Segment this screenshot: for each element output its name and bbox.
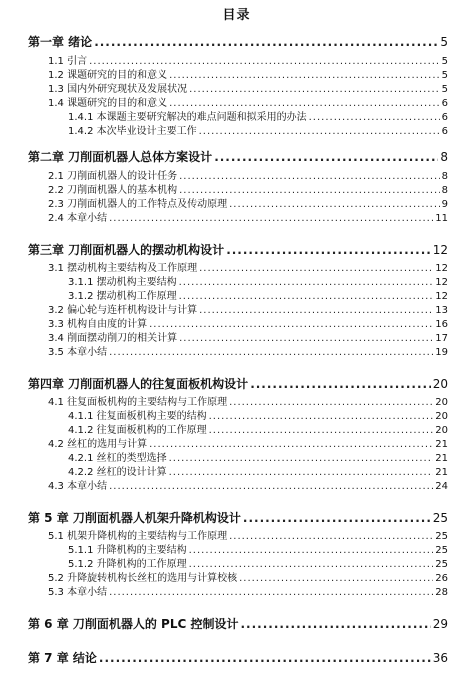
toc-entry-section[interactable] [48, 214, 448, 224]
toc-entry-sub[interactable] [68, 560, 448, 570]
toc-entry-section[interactable] [48, 320, 448, 330]
dot-leader [169, 454, 434, 464]
dot-leader [229, 398, 433, 408]
toc-entry-page-number: 12 [435, 263, 448, 274]
toc-entry-chapter[interactable] [28, 618, 448, 630]
toc-entry-page-number: 29 [432, 617, 448, 631]
toc-entry-page-number: 12 [432, 243, 448, 257]
toc-entry-section[interactable] [48, 71, 448, 81]
toc-entry-page-number: 5 [441, 70, 448, 81]
toc-entry-label: 5.2 升降旋转机构长丝杠的选用与计算校核 [48, 573, 238, 584]
toc-entry-label: 4.2.1 丝杠的类型选择 [68, 453, 167, 464]
toc-entry-label: 3.1.2 摆动机构工作原理 [68, 291, 177, 302]
toc-entry-page-number: 8 [441, 171, 448, 182]
toc-entry-label: 4.1.1 往复面板机构主要的结构 [68, 411, 207, 422]
toc-entry-label: 第四章 刀削面机器人的往复面板机构设计 [28, 377, 249, 391]
dot-leader [179, 292, 434, 302]
toc-entry-chapter[interactable] [28, 151, 448, 163]
toc-entry-label: 1.3 国内外研究现状及发展状况 [48, 84, 188, 95]
toc-entry-label: 3.1.1 摆动机构主要结构 [68, 277, 177, 288]
toc-entry-page-number: 6 [441, 112, 448, 123]
toc-entry-label: 1.4 课题研究的目的和意义 [48, 98, 168, 109]
toc-entry-page-number: 25 [432, 511, 448, 525]
toc-entry-label: 1.4.2 本次毕业设计主要工作 [68, 126, 197, 137]
toc-entry-label: 第 5 章 刀削面机器人机架升降机构设计 [28, 511, 241, 525]
dot-leader [214, 151, 438, 163]
dot-leader [189, 546, 434, 556]
toc-entry-label: 1.2 课题研究的目的和意义 [48, 70, 168, 81]
dot-leader [109, 588, 433, 598]
dot-leader [199, 264, 433, 274]
dot-leader [109, 348, 433, 358]
dot-leader [109, 214, 433, 224]
toc-entry-chapter[interactable] [28, 244, 448, 256]
toc-entry-label: 4.1.2 往复面板机构的工作原理 [68, 425, 207, 436]
toc-entry-section[interactable] [48, 85, 448, 95]
toc-entry-page-number: 26 [435, 573, 448, 584]
toc-entry-page-number: 6 [441, 126, 448, 137]
toc-entry-page-number: 25 [435, 531, 448, 542]
dot-leader [209, 426, 434, 436]
page-title: 目录 [222, 8, 251, 23]
dot-leader [199, 306, 433, 316]
toc-entry-page-number: 12 [435, 291, 448, 302]
dot-leader [226, 244, 431, 256]
dot-leader [109, 482, 433, 492]
toc-entry-page-number: 13 [435, 305, 448, 316]
dot-leader [99, 652, 431, 664]
toc-entry-sub[interactable] [68, 546, 448, 556]
toc-entry-section[interactable] [48, 186, 448, 196]
toc-entry-label: 1.1 引言 [48, 56, 88, 67]
toc-entry-page-number: 19 [435, 347, 448, 358]
toc-entry-label: 3.5 本章小结 [48, 347, 108, 358]
toc-entry-page-number: 24 [435, 481, 448, 492]
dot-leader [169, 99, 440, 109]
toc-entry-label: 3.4 削面摆动削刀的相关计算 [48, 333, 178, 344]
toc-entry-page-number: 20 [435, 411, 448, 422]
toc-entry-label: 第 7 章 结论 [28, 651, 97, 665]
toc-entry-sub[interactable] [68, 468, 448, 478]
toc-entry-page-number: 21 [435, 467, 448, 478]
dot-leader [243, 512, 431, 524]
dot-leader [89, 57, 440, 67]
toc-entry-label: 4.2 丝杠的选用与计算 [48, 439, 148, 450]
dot-leader [250, 378, 431, 390]
toc-entry-page-number: 21 [435, 453, 448, 464]
toc-entry-section[interactable] [48, 348, 448, 358]
toc-entry-section[interactable] [48, 57, 448, 67]
toc-entry-section[interactable] [48, 99, 448, 109]
toc-entry-label: 2.3 刀削面机器人的工作特点及传动原理 [48, 199, 228, 210]
toc-entry-page-number: 17 [435, 333, 448, 344]
toc-entry-sub[interactable] [68, 113, 448, 123]
toc-entry-section[interactable] [48, 398, 448, 408]
toc-entry-sub[interactable] [68, 454, 448, 464]
dot-leader [239, 574, 433, 584]
toc-entry-page-number: 8 [440, 150, 448, 164]
toc-entry-chapter[interactable] [28, 652, 448, 664]
toc-entry-label: 4.2.2 丝杠的设计计算 [68, 467, 167, 478]
toc-entry-section[interactable] [48, 200, 448, 210]
toc-entry-label: 3.3 机构自由度的计算 [48, 319, 148, 330]
toc-entry-page-number: 5 [441, 84, 448, 95]
toc-entry-label: 4.1 往复面板机构的主要结构与工作原理 [48, 397, 228, 408]
dot-leader [241, 618, 431, 630]
dot-leader [149, 440, 433, 450]
dot-leader [179, 278, 434, 288]
toc-entry-page-number: 25 [435, 559, 448, 570]
toc-entry-label: 5.1.1 升降机构的主要结构 [68, 545, 187, 556]
toc-entry-page-number: 36 [432, 651, 448, 665]
toc-entry-label: 第二章 刀削面机器人总体方案设计 [28, 150, 213, 164]
dot-leader [94, 36, 438, 48]
toc-entry-page-number: 25 [435, 545, 448, 556]
toc-entry-section[interactable] [48, 172, 448, 182]
toc-entry-page-number: 28 [435, 587, 448, 598]
toc-entry-page-number: 21 [435, 439, 448, 450]
toc-entry-sub[interactable] [68, 412, 448, 422]
toc-entry-page-number: 11 [435, 213, 448, 224]
dot-leader [189, 560, 434, 570]
dot-leader [189, 85, 440, 95]
toc-entry-label: 2.4 本章小结 [48, 213, 108, 224]
toc-entry-section[interactable] [48, 482, 448, 492]
dot-leader [149, 320, 433, 330]
toc-entry-section[interactable] [48, 588, 448, 598]
dot-leader [229, 532, 433, 542]
dot-leader [229, 200, 440, 210]
dot-leader [209, 412, 434, 422]
toc-entry-section[interactable] [48, 440, 448, 450]
toc-entry-label: 第 6 章 刀削面机器人的 PLC 控制设计 [28, 617, 239, 631]
toc-entry-sub[interactable] [68, 127, 448, 137]
dot-leader [169, 468, 434, 478]
toc-entry-label: 4.3 本章小结 [48, 481, 108, 492]
toc-entry-label: 1.4.1 本课题主要研究解决的难点问题和拟采用的办法 [68, 112, 307, 123]
toc-entry-section[interactable] [48, 306, 448, 316]
dot-leader [179, 334, 433, 344]
toc-entry-page-number: 20 [435, 397, 448, 408]
toc-entry-page-number: 5 [440, 35, 448, 49]
toc-entry-label: 2.1 刀削面机器人的设计任务 [48, 171, 178, 182]
toc-entry-page-number: 16 [435, 319, 448, 330]
dot-leader [309, 113, 440, 123]
toc-entry-page-number: 8 [441, 185, 448, 196]
toc-entry-chapter[interactable] [28, 512, 448, 524]
toc-entry-page-number: 20 [432, 377, 448, 391]
toc-entry-page-number: 6 [441, 98, 448, 109]
toc-entry-page-number: 12 [435, 277, 448, 288]
toc-entry-label: 5.1.2 升降机构的工作原理 [68, 559, 187, 570]
toc-entry-section[interactable] [48, 264, 448, 274]
toc-entry-label: 5.1 机架升降机构的主要结构与工作原理 [48, 531, 228, 542]
dot-leader [179, 186, 440, 196]
toc-entry-label: 5.3 本章小结 [48, 587, 108, 598]
toc-entry-sub[interactable] [68, 292, 448, 302]
toc-entry-page-number: 20 [435, 425, 448, 436]
dot-leader [199, 127, 440, 137]
toc-entry-section[interactable] [48, 574, 448, 584]
dot-leader [179, 172, 440, 182]
toc-entry-page-number: 9 [441, 199, 448, 210]
toc-entry-sub[interactable] [68, 426, 448, 436]
toc-entry-chapter[interactable] [28, 378, 448, 390]
toc-entry-label: 第三章 刀削面机器人的摆动机构设计 [28, 243, 225, 257]
toc-entry-sub[interactable] [68, 278, 448, 288]
toc-entry-label: 第一章 绪论 [28, 35, 93, 49]
toc-entry-label: 3.1 摆动机构主要结构及工作原理 [48, 263, 198, 274]
toc-entry-label: 3.2 偏心轮与连杆机构设计与计算 [48, 305, 198, 316]
toc-entry-section[interactable] [48, 532, 448, 542]
toc-entry-page-number: 5 [441, 56, 448, 67]
toc-entry-label: 2.2 刀削面机器人的基本机构 [48, 185, 178, 196]
toc-entry-section[interactable] [48, 334, 448, 344]
dot-leader [169, 71, 440, 81]
toc-entry-chapter[interactable] [28, 36, 448, 48]
